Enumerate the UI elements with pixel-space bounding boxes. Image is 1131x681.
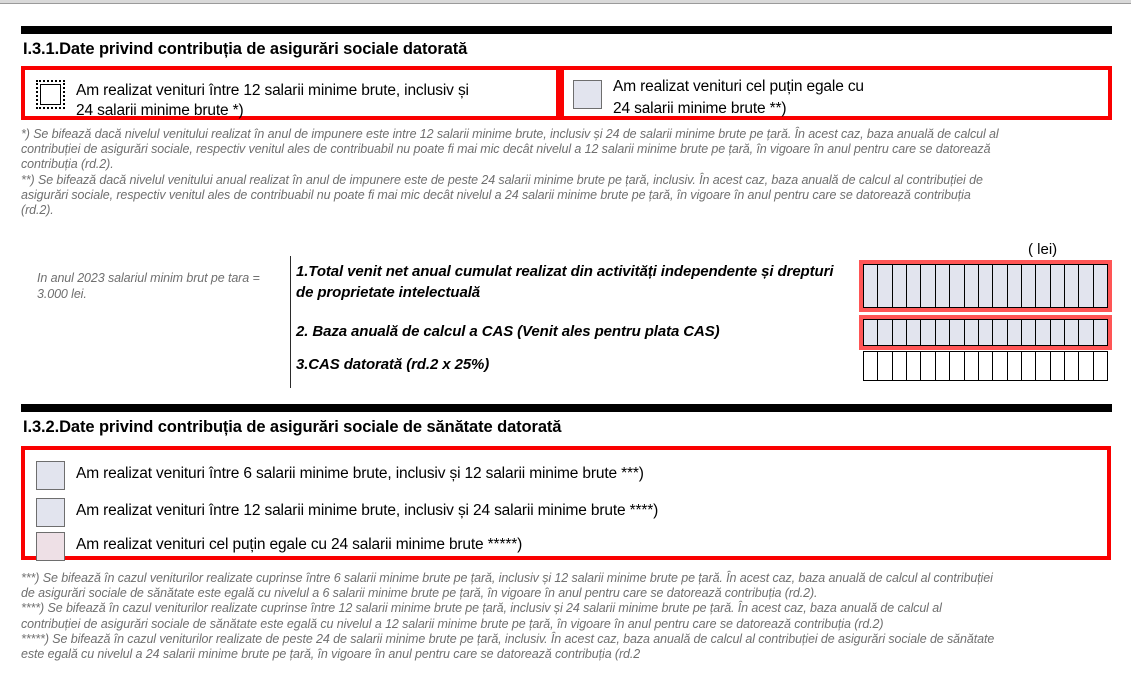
cas-row-1-label xyxy=(296,261,866,303)
digit-cell[interactable] xyxy=(964,351,978,381)
checkbox-cass-12-24[interactable] xyxy=(36,498,65,527)
digit-cell[interactable] xyxy=(1078,264,1092,308)
digit-cell[interactable] xyxy=(964,264,978,308)
page-title-cass: I.3.2.Date privind contribuția de asigurări sociale de sănătate datorată xyxy=(23,418,562,436)
digit-cell[interactable] xyxy=(1064,264,1078,308)
cass-footnote-line: *****) Se bifează în cazul veniturilor realizate de peste 24 de salarii minime brute pe țară, inclusiv. În acest caz, baza anuală de calcul al contribuției de asigurări sociale de sănătate xyxy=(21,631,995,646)
cas-footnotes xyxy=(21,127,1111,218)
digit-cell[interactable] xyxy=(949,264,963,308)
digit-cell[interactable] xyxy=(964,319,978,346)
digit-cell[interactable] xyxy=(1050,351,1064,381)
digit-cell[interactable] xyxy=(1093,351,1108,381)
digit-cell[interactable] xyxy=(863,319,877,346)
cass-option-12-24-label: Am realizat venituri între 12 salarii minime brute, inclusiv și 24 salarii minime brute ****) xyxy=(76,502,659,519)
cas-option-12-24-line1: Am realizat venituri între 12 salarii minime brute, inclusiv și xyxy=(76,82,469,99)
cas-row-1-label-line1: 1.Total venit net anual cumulat realizat din activități independente și drepturi xyxy=(296,263,834,280)
digit-cell[interactable] xyxy=(1021,264,1035,308)
digit-cells[interactable] xyxy=(863,264,1108,308)
digit-cell[interactable] xyxy=(892,351,906,381)
digit-cell[interactable] xyxy=(992,319,1006,346)
digit-cell[interactable] xyxy=(1078,319,1092,346)
cas-footnote-line: (rd.2). xyxy=(21,203,54,218)
digit-cell[interactable] xyxy=(892,264,906,308)
checkbox-cass-6-12[interactable] xyxy=(36,461,65,490)
digit-cell[interactable] xyxy=(949,351,963,381)
digit-cell[interactable] xyxy=(1035,319,1049,346)
page-title-cas: I.3.1.Date privind contribuția de asigurări sociale datorată xyxy=(23,40,468,58)
digit-cell[interactable] xyxy=(920,351,934,381)
digit-cell[interactable] xyxy=(1050,264,1064,308)
cass-option-6-12-label: Am realizat venituri între 6 salarii minime brute, inclusiv și 12 salarii minime brute ***) xyxy=(76,465,644,482)
digit-cell[interactable] xyxy=(906,351,920,381)
cas-option-min-24-line1: Am realizat venituri cel puțin egale cu xyxy=(613,78,864,95)
cas-footnote-line: **) Se bifează dacă nivelul venitului anual realizat în anul de impunere este de peste 24 salarii minime brute pe țară, inclusiv. În acest caz, baza anuală de calcul al contribuției de xyxy=(21,172,983,187)
digit-cell[interactable] xyxy=(1064,351,1078,381)
checkbox-cas-min-24[interactable] xyxy=(573,80,602,109)
digit-cell[interactable] xyxy=(906,319,920,346)
cas-footnote-line: contribuției de asigurări sociale, respectiv venitul ales de contribuabil nu poate fi mai mic decât nivelul a 12 salarii minime brute pe țară, în vigoare în anul pentru care se datorează xyxy=(21,142,991,157)
cass-footnote-line: contribuției de asigurări sociale de sănătate este egală cu nivelul a 12 salarii minime brute pe țară, în vigoare în anul pentru care se datorează contribuția (rd.2) xyxy=(21,616,884,631)
cass-footnote-line: ****) Se bifează în cazul veniturilor realizate cuprinse între 12 salarii minime brute pe țară, inclusiv și 24 salarii minime brute pe țară. În acest caz, baza anuală de calcul al xyxy=(21,601,942,616)
digit-cell[interactable] xyxy=(992,264,1006,308)
digit-cell[interactable] xyxy=(1035,264,1049,308)
cas-row-3-label: 3.CAS datorată (rd.2 x 25%) xyxy=(296,356,490,373)
digit-cell[interactable] xyxy=(1021,319,1035,346)
digit-cell[interactable] xyxy=(1078,351,1092,381)
checkbox-cas-12-24[interactable] xyxy=(36,80,65,109)
digit-cell[interactable] xyxy=(1064,319,1078,346)
digit-cell[interactable] xyxy=(1021,351,1035,381)
digit-cell[interactable] xyxy=(978,319,992,346)
digit-cell[interactable] xyxy=(920,264,934,308)
cas-footnote-line: contribuția (rd.2). xyxy=(21,157,114,172)
digit-cell[interactable] xyxy=(978,264,992,308)
digit-cell[interactable] xyxy=(935,351,949,381)
section-separator-top xyxy=(21,26,1112,34)
checkbox-cass-min-24[interactable] xyxy=(36,532,65,561)
digit-cell[interactable] xyxy=(877,264,891,308)
digit-cell[interactable] xyxy=(892,319,906,346)
cass-footnote-line: ***) Se bifează în cazul veniturilor realizate cuprinse între 6 salarii minime brute pe țară, inclusiv și 12 salarii minime brute pe țară. În acest caz, baza anuală de calcul al contribuției xyxy=(21,571,993,585)
digit-cell[interactable] xyxy=(906,264,920,308)
cas-footnote-line: *) Se bifează dacă nivelul venitului realizat în anul de impunere este intre 12 salarii minime brute, inclusiv și 24 de salarii minime brute pe țară. În acest caz, baza anuală de calcul al xyxy=(21,127,999,141)
cas-row-3-input-grid[interactable] xyxy=(863,351,1108,381)
digit-cell[interactable] xyxy=(949,319,963,346)
digit-cell[interactable] xyxy=(863,264,877,308)
digit-cell[interactable] xyxy=(863,351,877,381)
window-top-rule xyxy=(0,0,1131,4)
digit-cells[interactable] xyxy=(863,319,1108,346)
digit-cell[interactable] xyxy=(1035,351,1049,381)
digit-cell[interactable] xyxy=(935,319,949,346)
digit-cell[interactable] xyxy=(992,351,1006,381)
digit-cell[interactable] xyxy=(1007,264,1021,308)
section-separator-middle xyxy=(21,404,1112,412)
digit-cell[interactable] xyxy=(1093,264,1108,308)
cas-row-1-input-grid[interactable] xyxy=(859,260,1112,312)
digit-cell[interactable] xyxy=(978,351,992,381)
cass-footnote-line: este egală cu nivelul a 24 salarii minime brute pe țară, în vigoare în anul pentru care se datorează contribuția (rd.2 xyxy=(21,647,641,662)
digit-cell[interactable] xyxy=(935,264,949,308)
digit-cell[interactable] xyxy=(877,351,891,381)
cas-row-2-input-grid[interactable] xyxy=(859,315,1112,350)
digit-cell[interactable] xyxy=(1007,319,1021,346)
minimum-wage-note: In anul 2023 salariul minim brut pe tara = 3.000 lei. xyxy=(37,271,260,301)
table-vertical-rule xyxy=(290,256,291,388)
cass-footnotes xyxy=(21,571,1111,662)
digit-cell[interactable] xyxy=(1007,351,1021,381)
cas-option-12-24-line2: 24 salarii minime brute *) xyxy=(76,102,244,119)
cas-row-2-label: 2. Baza anuală de calcul a CAS (Venit ales pentru plata CAS) xyxy=(296,323,720,340)
digit-cells[interactable] xyxy=(863,351,1108,381)
digit-cell[interactable] xyxy=(877,319,891,346)
currency-unit-label: ( lei) xyxy=(1028,241,1058,258)
digit-cell[interactable] xyxy=(1093,319,1108,346)
cass-option-min-24-label: Am realizat venituri cel puțin egale cu 24 salarii minime brute *****) xyxy=(76,536,523,553)
digit-cell[interactable] xyxy=(1050,319,1064,346)
digit-cell[interactable] xyxy=(920,319,934,346)
cas-row-1-label-line2: de proprietate intelectuală xyxy=(296,284,481,301)
cas-footnote-line: asigurări sociale, respectiv venitul ales de contribuabil nu poate fi mai mic decât nivelul a 24 salarii minime brute pe țară, în vigoare în anul pentru care se datorează contribuția xyxy=(21,187,971,202)
cass-footnote-line: de asigurări sociale de sănătate este egală cu nivelul a 6 salarii minime brute pe țară, în vigoare în anul pentru care se datorează contribuția (rd.2). xyxy=(21,586,818,601)
cas-option-min-24-line2: 24 salarii minime brute **) xyxy=(613,100,787,117)
